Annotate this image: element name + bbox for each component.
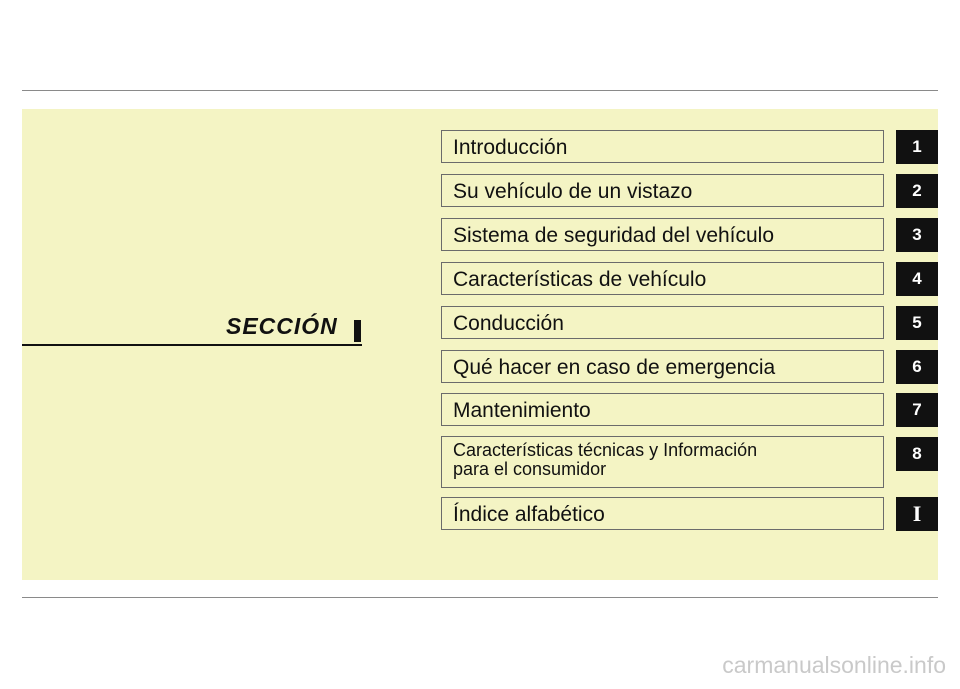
entry-tecnicas-line2: para el consumidor (453, 459, 607, 480)
entry-seguridad[interactable]: Sistema de seguridad del vehículo (441, 218, 884, 251)
entry-mantenimiento[interactable]: Mantenimiento (441, 393, 884, 426)
bottom-rule (22, 597, 938, 598)
section-heading: SECCIÓN (226, 313, 338, 339)
tab-2[interactable]: 2 (896, 174, 938, 208)
top-rule (22, 90, 938, 91)
tab-3[interactable]: 3 (896, 218, 938, 252)
entry-conduccion[interactable]: Conducción (441, 306, 884, 339)
entry-caracteristicas[interactable]: Características de vehículo (441, 262, 884, 295)
tab-1[interactable]: 1 (896, 130, 938, 164)
tab-5[interactable]: 5 (896, 306, 938, 340)
tab-4[interactable]: 4 (896, 262, 938, 296)
tab-i[interactable]: I (896, 497, 938, 531)
entry-tecnicas[interactable] (441, 436, 884, 488)
tab-8[interactable]: 8 (896, 437, 938, 471)
heading-underline (22, 344, 362, 346)
tab-7[interactable]: 7 (896, 393, 938, 427)
entry-vistazo[interactable]: Su vehículo de un vistazo (441, 174, 884, 207)
entry-emergencia[interactable]: Qué hacer en caso de emergencia (441, 350, 884, 383)
entry-indice[interactable]: Índice alfabético (441, 497, 884, 530)
heading-marker (354, 320, 361, 342)
tab-6[interactable]: 6 (896, 350, 938, 384)
watermark: carmanualsonline.info (722, 652, 946, 678)
entry-introduccion[interactable]: Introducción (441, 130, 884, 163)
entry-tecnicas-line1: Características técnicas y Información (453, 440, 758, 460)
